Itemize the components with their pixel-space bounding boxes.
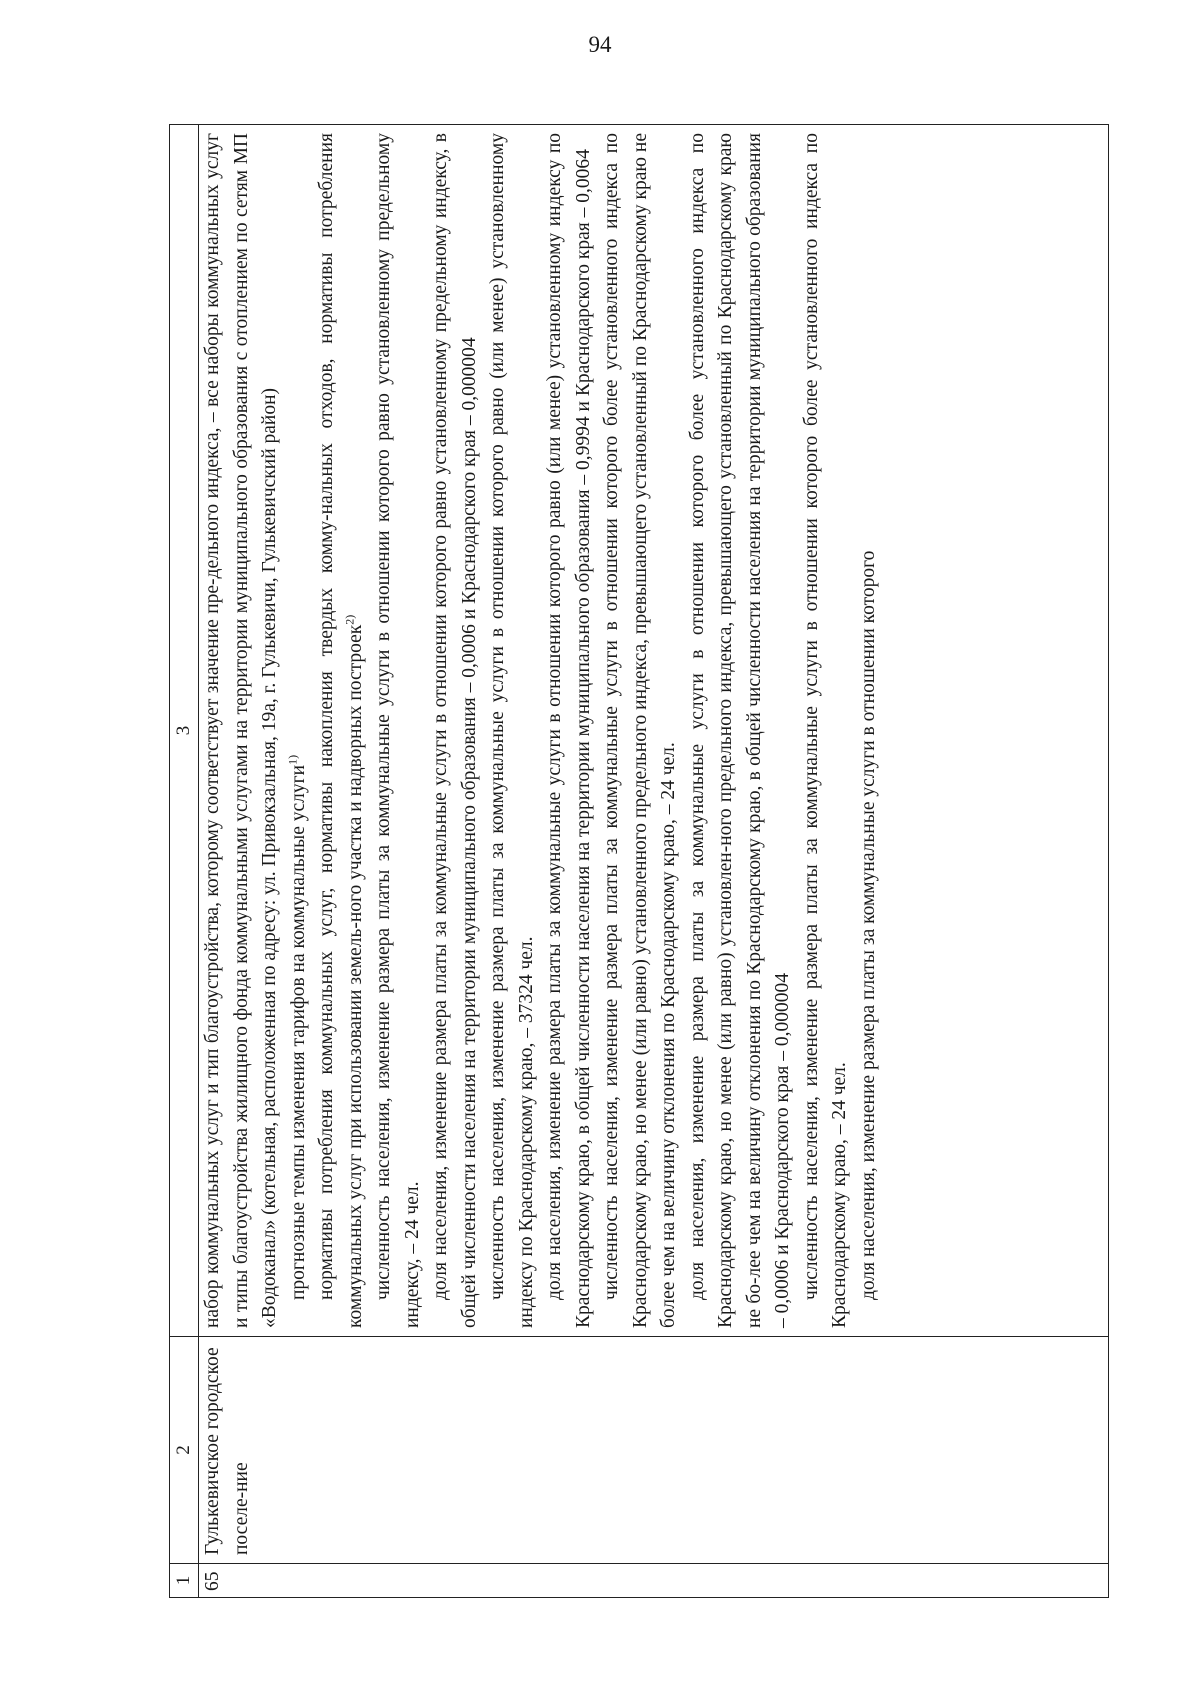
header-col-2: 2 (170, 1337, 199, 1564)
header-col-3: 3 (170, 125, 199, 1337)
paragraph: численность населения, изменение размера платы за коммунальные услуги в отношении которого более установленного индекса по Краснодарскому краю, – 24 чел. (800, 133, 850, 1328)
paragraph: доля населения, изменение размера платы за коммунальные услуги в отношении которого более установленного индекса по Краснодарскому краю, но менее (или равно) установлен-ного предельного индекса, превышающего установленный по Краснодарскому краю не бо-лее чем на величину отклонения по Краснодарскому краю, в общей численности населения на территории муниципального образования – 0,0006 и Краснодарского края – 0,000004 (686, 133, 793, 1328)
paragraph: нормативы потребления коммунальных услуг, нормативы накопления твердых комму-нальных отходов, нормативы потребления коммунальных услуг при использовании земель-ного участка и надворных построек$^{2)}$ (316, 133, 366, 1328)
row-number: 65 (199, 1564, 1109, 1598)
paragraph: доля населения, изменение размера платы за коммунальные услуги в отношении которого равно (или менее) установленному индексу по Краснодарскому краю, в общей численности населения на территории муниципального образования – 0,9994 и Краснодарского края – 0,0064 (544, 133, 594, 1328)
footnote-ref: 1) (285, 754, 299, 765)
paragraph: численность населения, изменение размера платы за коммунальные услуги в отношении которого равно установленному предельному индексу, – 24 чел. (373, 133, 423, 1328)
table-header-row (170, 125, 199, 1598)
description-cell (199, 125, 1109, 1337)
paragraph: численность населения, изменение размера платы за коммунальные услуги в отношении которого более установленного индекса по Краснодарскому краю, но менее (или равно) установленного предельного индекса, превышающего установленный по Краснодарскому краю не более чем на величину отклонения по Краснодарскому краю, – 24 чел. (601, 133, 679, 1328)
header-col-1: 1 (170, 1564, 199, 1598)
paragraph: прогнозные темпы изменения тарифов на коммунальные услуги$^{1)}$ (285, 754, 309, 1300)
paragraph: численность населения, изменение размера платы за коммунальные услуги в отношении которого равно (или менее) установленному индексу по Краснодарскому краю, – 37324 чел. (487, 133, 537, 1328)
data-table (169, 124, 1109, 1598)
paragraph: набор коммунальных услуг и тип благоустройства, которому соответствует значение пре-дельного индекса, – все наборы коммунальных услуг и типы благоустройства жилищного фонда коммунальными услугами на территории муниципального образования с отоплением по сетям МП «Водоканал» (котельная, расположенная по адресу: ул. Привокзальная, 19а, г. Гулькевичи, Гулькевичский район) (202, 133, 280, 1328)
rotated-table-container (169, 124, 1109, 1598)
table-row (199, 125, 1109, 1598)
settlement-name: Гулькевичское городское поселе-ние (199, 1337, 1109, 1564)
paragraph: доля населения, изменение размера платы за коммунальные услуги в отношении которого равно установленному предельному индексу, в общей численности населения на территории муниципального образования – 0,0006 и Краснодарского края – 0,000004 (430, 133, 480, 1328)
paragraph: доля населения, изменение размера платы за коммунальные услуги в отношении которого (857, 550, 879, 1300)
page-number: 94 (588, 32, 612, 57)
footnote-ref: 2) (342, 614, 356, 625)
